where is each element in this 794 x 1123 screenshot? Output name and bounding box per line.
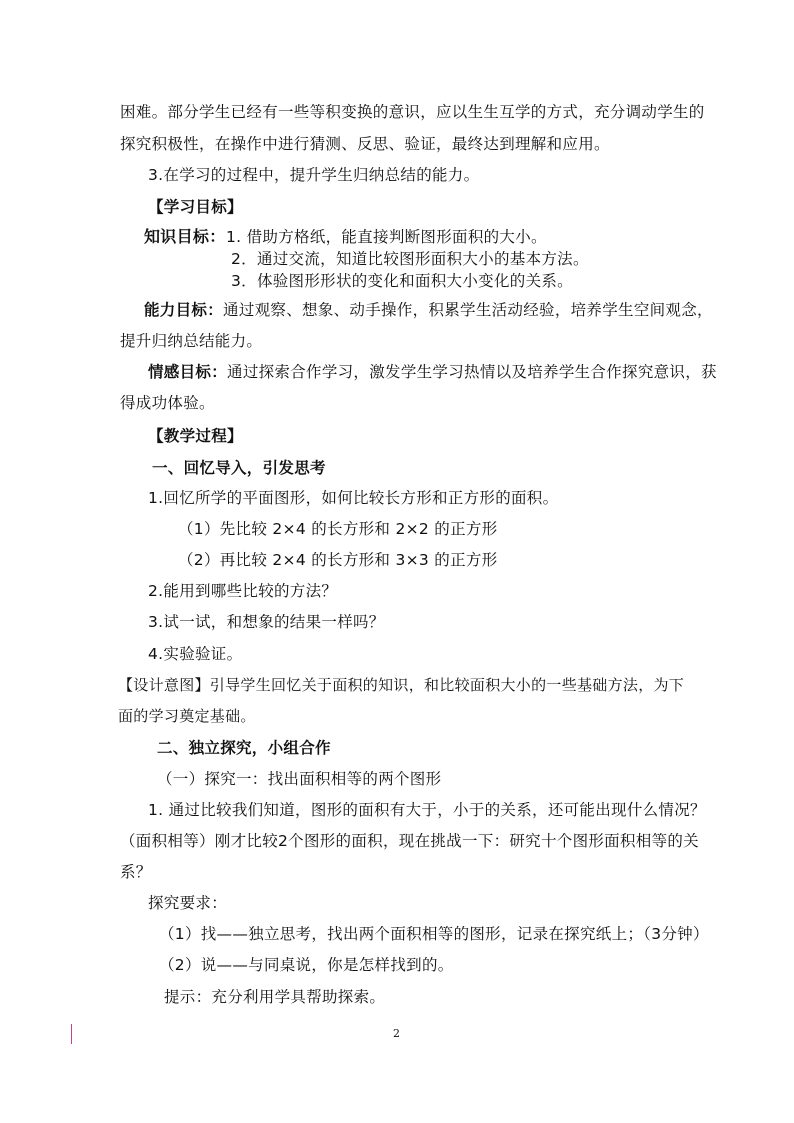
list-subitem: （2）再比较 2×4 的长方形和 3×3 的正方形 xyxy=(178,551,498,569)
paragraph-line: （面积相等）刚才比较2个图形的面积，现在挑战一下：研究十个图形面积相等的关 xyxy=(120,832,699,850)
list-item: 1.回忆所学的平面图形，如何比较长方形和正方形的面积。 xyxy=(148,489,559,507)
list-item: 3.在学习的过程中，提升学生归纳总结的能力。 xyxy=(148,166,480,184)
paragraph-line: 系？ xyxy=(120,863,152,881)
list-item: 4.实验验证。 xyxy=(148,645,243,663)
paragraph-line: 困难。部分学生已经有一些等积变换的意识，应以生生互学的方式，充分调动学生的 xyxy=(120,103,705,121)
requirement-item: （1）找——独立思考，找出两个面积相等的图形，记录在探究纸上；（3分钟） xyxy=(159,925,709,943)
knowledge-goal-label: 知识目标： xyxy=(144,227,226,246)
page-number: 2 xyxy=(393,1027,400,1040)
list-item: 3.试一试，和想象的结果一样吗？ xyxy=(148,613,385,631)
margin-marker xyxy=(71,1024,72,1044)
list-subitem: （1）先比较 2×4 的长方形和 2×2 的正方形 xyxy=(178,520,498,538)
requirement-item: （2）说——与同桌说，你是怎样找到的。 xyxy=(159,956,454,974)
paragraph-line: 得成功体验。 xyxy=(120,394,215,412)
ability-goal-text: 通过观察、想象、动手操作，积累学生活动经验，培养学生空间观念， xyxy=(223,301,713,319)
knowledge-goal-item: 2．通过交流，知道比较图形面积大小的基本方法。 xyxy=(231,250,589,268)
knowledge-goal-item: 3．体验图形形状的变化和面积大小变化的关系。 xyxy=(231,272,573,290)
paragraph-line: 提升归纳总结能力。 xyxy=(120,332,263,350)
subsection-heading: 一、回忆导入，引发思考 xyxy=(152,458,326,477)
ability-goal-label: 能力目标： xyxy=(144,301,224,319)
section-heading: 【学习目标】 xyxy=(148,197,243,216)
list-item: 2.能用到哪些比较的方法？ xyxy=(148,582,338,600)
requirements-label: 探究要求： xyxy=(148,894,228,912)
emotion-goal-text: 通过探索合作学习，激发学生学习热情以及培养学生合作探究意识，获 xyxy=(227,363,717,381)
design-intent-line: 【设计意图】引导学生回忆关于面积的知识，和比较面积大小的一些基础方法，为下 xyxy=(118,676,685,694)
subsection-heading: 二、独立探究，小组合作 xyxy=(157,738,331,757)
paragraph-line: 1. 通过比较我们知道，图形的面积有大于，小于的关系，还可能出现什么情况？ xyxy=(148,801,706,819)
knowledge-goal-item: 1. 借助方格纸，能直接判断图形面积的大小。 xyxy=(226,228,547,246)
emotion-goal-label: 情感目标： xyxy=(148,363,228,381)
hint-line: 提示：充分利用学具帮助探索。 xyxy=(164,988,386,1006)
sub-subsection-heading: （一）探究一：找出面积相等的两个图形 xyxy=(157,770,442,788)
design-intent-line: 面的学习奠定基础。 xyxy=(118,707,256,725)
paragraph-line: 探究积极性，在操作中进行猜测、反思、验证，最终达到理解和应用。 xyxy=(120,135,610,153)
section-heading: 【教学过程】 xyxy=(148,426,243,445)
